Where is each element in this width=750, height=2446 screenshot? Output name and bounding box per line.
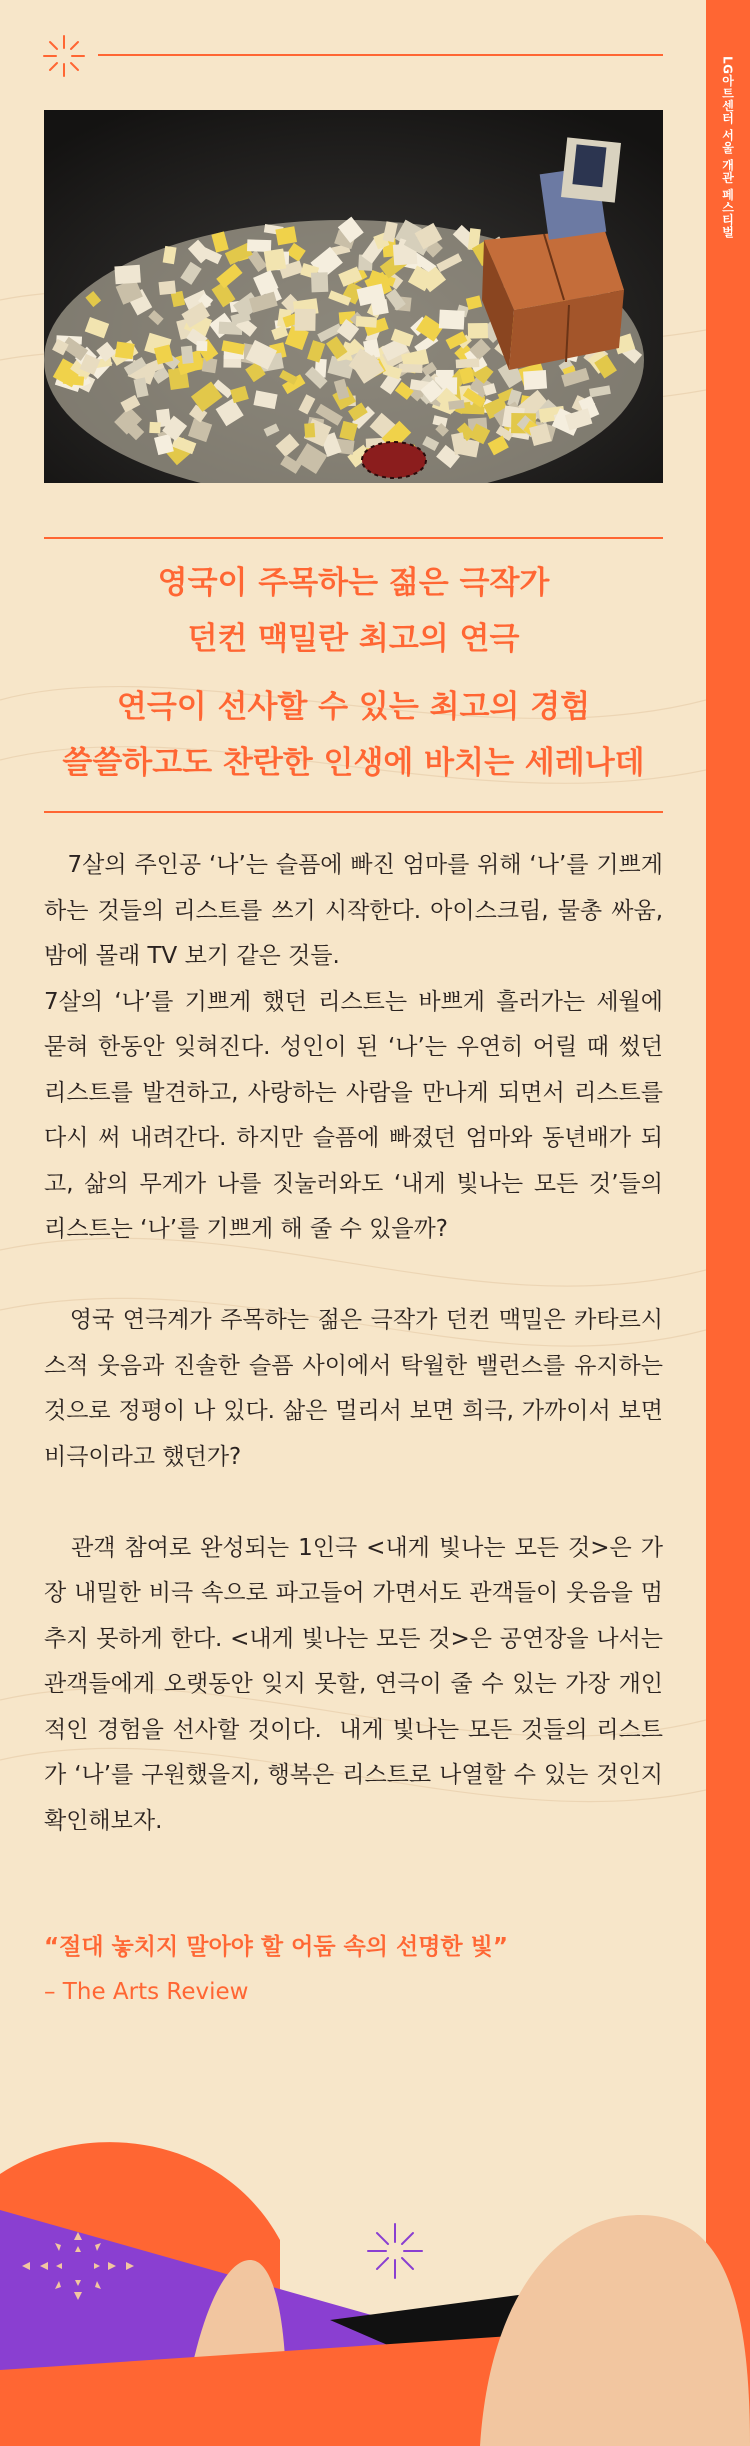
- headline-1: 영국이 주목하는 젊은 극작가: [157, 565, 550, 601]
- paragraph-3: 영국 연극계가 주목하는 젊은 극작가 던컨 맥밀은 카타르시스적 웃음과 진솔한 슬픔 사이에서 탁월한 밸런스를 유지하는 것으로 정평이 나 있다. 삶은 멀리서 보면 희극, 가까이서 보면 비극이라고 했던가?: [44, 1307, 663, 1470]
- paper-scrap: [196, 341, 207, 351]
- review-quote: [44, 1925, 663, 2015]
- headline-2: 던컨 맥밀란 최고의 연극: [187, 621, 520, 657]
- paper-scrap: [149, 422, 161, 434]
- paper-scrap: [264, 248, 287, 271]
- paper-scrap: [304, 423, 315, 438]
- paper-scrap: [247, 239, 271, 252]
- paragraph-4: 관객 참여로 완성되는 1인극 <내게 빛나는 모든 것>은 가장 내밀한 비극 속으로 파고들어 가면서도 관객들이 웃음을 멈추지 못하게 한다. <내게 빛나는 모든 것>은 공연장을 나서는 관객들에게 오랫동안 잊지 못할, 연극이 줄 수 있는 가장 개인적인 경험을 선사할 것이다. 내게 빛나는 모든 것들의 리스트가 ‘나’를 구원했을지, 행복은 리스트로 나열할 수 있는 것인지 확인해보자.: [44, 1534, 663, 1834]
- quote-source: – The Arts Review: [44, 1979, 249, 2005]
- paper-scrap: [399, 364, 423, 373]
- paragraph-1: 7살의 주인공 ‘나’는 슬픔에 빠진 엄마를 위해 ‘나’를 기쁘게 하는 것들의 리스트를 쓰기 시작한다. 아이스크림, 물총 싸움, 밤에 몰래 TV 보기 같은 것들.: [44, 852, 663, 969]
- side-label: LG아트센터 서울 개관 페스티벌: [720, 56, 735, 239]
- sparkle-icon: [42, 34, 86, 78]
- paper-scrap: [295, 309, 316, 331]
- title-bottom-rule: [44, 811, 663, 813]
- paper-scrap: [456, 358, 480, 368]
- paragraph-2: 7살의 ‘나’를 기쁘게 했던 리스트는 바쁘게 흘러가는 세월에 묻혀 한동안 잊혀진다. 성인이 된 ‘나’는 우연히 어릴 때 썼던 리스트를 발견하고, 사랑하는 사람을 만나게 되면서 리스트를 다시 써 내려간다. 하지만 슬픔에 빠졌던 엄마와 동년배가 되고, 삶의 무게가 나를 짓눌러와도 ‘내게 빛나는 모든 것’들의 리스트는 ‘나’를 기쁘게 해 줄 수 있을까?: [44, 988, 663, 1242]
- stage-photo: [44, 110, 663, 483]
- paper-scrap: [275, 226, 297, 245]
- paper-scrap: [356, 316, 377, 328]
- headline-4: 쓸쓸하고도 찬란한 인생에 바치는 세레나데: [62, 745, 645, 781]
- body-text: [44, 843, 663, 1844]
- paper-scrap: [439, 310, 465, 330]
- paper-scrap: [159, 281, 177, 296]
- side-band: [706, 0, 750, 2446]
- paper-scrap: [523, 370, 547, 390]
- paper-scrap: [115, 341, 135, 359]
- paper-scrap: [181, 346, 194, 364]
- quote-text: “절대 놓치지 말아야 할 어둠 속의 선명한 빛”: [44, 1934, 508, 1960]
- bottom-decoration: [0, 2120, 750, 2446]
- sparkle-center-icon: [368, 2224, 422, 2278]
- title-block: [44, 555, 663, 791]
- title-top-rule: [44, 537, 663, 539]
- wooden-box-illustration: [482, 228, 624, 370]
- paper-scrap: [114, 265, 141, 285]
- headline-3: 연극이 선사할 수 있는 최고의 경험: [116, 689, 591, 725]
- top-rule: [98, 54, 663, 56]
- paper-scrap: [311, 272, 328, 292]
- paper-scrap: [468, 323, 488, 339]
